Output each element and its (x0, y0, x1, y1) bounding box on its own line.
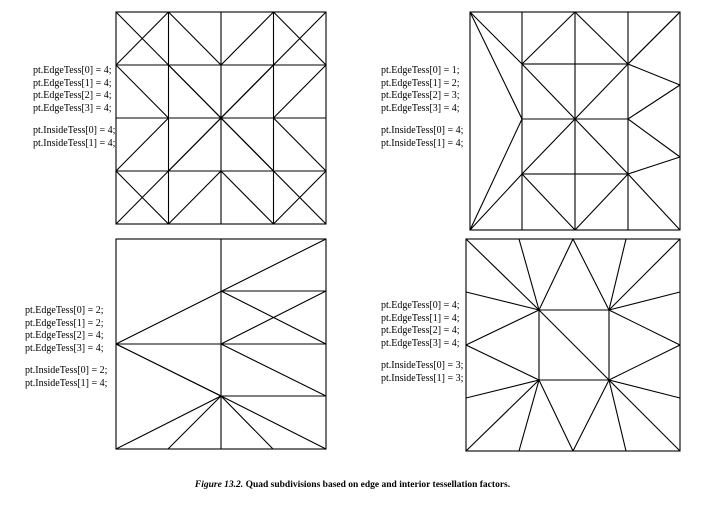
edge-tess-0-label: pt.EdgeTess[0] = 1; (381, 65, 460, 76)
edge-tess-3-label: pt.EdgeTess[3] = 4; (33, 102, 112, 114)
caption-text: Quad subdivisions based on edge and interior tessellation factors. (245, 480, 511, 490)
inside-tess-0-label: pt.InsideTess[0] = 4; (33, 125, 116, 136)
edge-tess-3-label: pt.EdgeTess[3] = 4; (381, 102, 460, 114)
edge-tess-0-label: pt.EdgeTess[0] = 4; (33, 65, 112, 76)
inside-tess-0-label: pt.InsideTess[0] = 4; (381, 125, 464, 136)
edge-tess-0-label: pt.EdgeTess[0] = 2; (25, 305, 104, 316)
quad-tessellation-bottom-right (466, 239, 680, 451)
edge-tess-2-label: pt.EdgeTess[2] = 4; (25, 330, 104, 341)
tess-factors-bottom-right (381, 300, 463, 385)
figure-caption (0, 480, 705, 490)
quad-tessellation-top-left (116, 12, 326, 224)
edge-tess-1-label: pt.EdgeTess[1] = 2; (381, 77, 460, 89)
tess-factors-top-right (381, 65, 463, 150)
tess-factors-top-left (33, 65, 115, 150)
edge-tess-1-label: pt.EdgeTess[1] = 4; (33, 77, 112, 89)
figure-number: Figure 13.2. (194, 480, 244, 490)
edge-tess-1-label: pt.EdgeTess[1] = 4; (381, 312, 460, 324)
edge-tess-1-label: pt.EdgeTess[1] = 2; (25, 317, 104, 329)
tess-factors-bottom-left (25, 305, 107, 390)
edge-tess-0-label: pt.EdgeTess[0] = 4; (381, 300, 460, 311)
inside-tess-1-label: pt.InsideTess[1] = 4; (381, 137, 464, 149)
inside-tess-0-label: pt.InsideTess[0] = 3; (381, 360, 464, 371)
quad-tessellation-bottom-left (116, 239, 326, 449)
edge-tess-3-label: pt.EdgeTess[3] = 4; (25, 342, 104, 354)
edge-tess-3-label: pt.EdgeTess[3] = 4; (381, 337, 460, 349)
inside-tess-0-label: pt.InsideTess[0] = 2; (25, 365, 108, 376)
edge-tess-2-label: pt.EdgeTess[2] = 4; (33, 90, 112, 101)
inside-tess-1-label: pt.InsideTess[1] = 4; (33, 137, 116, 149)
inside-tess-1-label: pt.InsideTess[1] = 4; (25, 377, 108, 389)
inside-tess-1-label: pt.InsideTess[1] = 3; (381, 372, 464, 384)
edge-tess-2-label: pt.EdgeTess[2] = 3; (381, 90, 460, 101)
quad-tessellation-top-right (470, 12, 680, 230)
edge-tess-2-label: pt.EdgeTess[2] = 4; (381, 325, 460, 336)
